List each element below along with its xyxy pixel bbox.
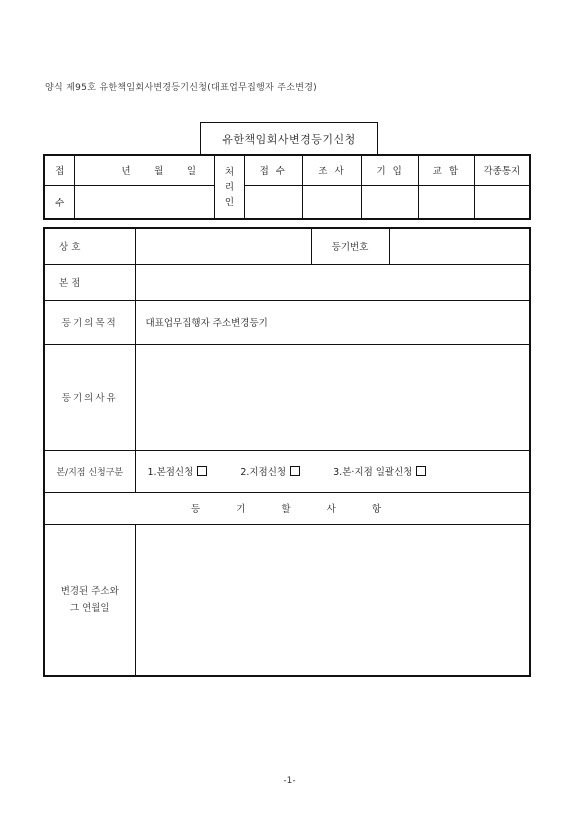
reason-label: 등기의사유 [44, 344, 135, 450]
header-char-3: 할 [281, 504, 291, 515]
trade-name-field[interactable] [135, 228, 311, 264]
changed-address-field[interactable] [135, 524, 530, 676]
trade-name-label-cell [44, 228, 135, 264]
document-title: 유한책임회사변경등기신청 [200, 122, 378, 154]
review-header: 조 사 [302, 155, 362, 185]
batch-checkbox[interactable] [416, 466, 426, 476]
day-label: 일 [186, 166, 197, 178]
trade-name-label: 상 호 [59, 242, 81, 254]
branch-checkbox[interactable] [290, 466, 300, 476]
changed-address-label [44, 524, 135, 676]
year-label: 년 [121, 166, 131, 178]
month-label: 월 [154, 166, 164, 178]
head-office-label-cell [44, 264, 135, 300]
registration-items-header [44, 492, 530, 524]
reason-field[interactable] [135, 344, 530, 450]
header-char-1: 등 [191, 504, 201, 515]
processor-char-1: 처 [224, 166, 235, 178]
receipt-date-cell [75, 155, 215, 185]
page-number: -1- [283, 776, 296, 786]
head-office-checkbox[interactable] [197, 466, 207, 476]
receipt-field[interactable] [244, 185, 302, 219]
head-office-label: 본 점 [59, 278, 81, 289]
receipt-label-bottom: 수 [44, 185, 75, 219]
head-office-field[interactable] [135, 264, 530, 300]
entry-header: 기 입 [362, 155, 419, 185]
receipt-header: 접 수 [244, 155, 302, 185]
receipt-label-top: 접 [44, 155, 75, 185]
header-char-5: 항 [371, 504, 381, 515]
option-branch: 2.지점신청 [240, 467, 287, 478]
processor-char-3: 인 [224, 196, 235, 208]
notice-header: 각종통지 [474, 155, 530, 185]
changed-address-label-line1: 변경된 주소와 [60, 585, 119, 597]
option-batch: 3.본·지점 일괄신청 [333, 467, 413, 478]
review-field[interactable] [302, 185, 362, 219]
collation-header: 교 합 [419, 155, 475, 185]
entry-field[interactable] [362, 185, 419, 219]
registry-number-field[interactable] [389, 228, 530, 264]
processor-label-cell [215, 155, 245, 219]
application-table [43, 227, 531, 677]
registry-number-label: 등기번호 [311, 228, 389, 264]
header-char-4: 사 [326, 504, 336, 515]
changed-address-label-line2: 그 연월일 [69, 602, 110, 614]
receipt-table [43, 154, 531, 220]
option-head-office: 1.본점신청 [147, 467, 194, 478]
purpose-label: 등기의목적 [44, 300, 135, 344]
processor-char-2: 리 [224, 181, 235, 193]
branch-type-options [135, 450, 530, 492]
purpose-field[interactable]: 대표업무집행자 주소변경등기 [135, 300, 530, 344]
collation-field[interactable] [419, 185, 475, 219]
header-char-2: 기 [236, 504, 246, 515]
form-identifier: 양식 제95호 유한책임회사변경등기신청(대표업무집행자 주소변경) [45, 83, 317, 93]
notice-field[interactable] [474, 185, 530, 219]
branch-type-label: 본/지점 신청구분 [44, 450, 135, 492]
receipt-date-field[interactable] [75, 185, 215, 219]
